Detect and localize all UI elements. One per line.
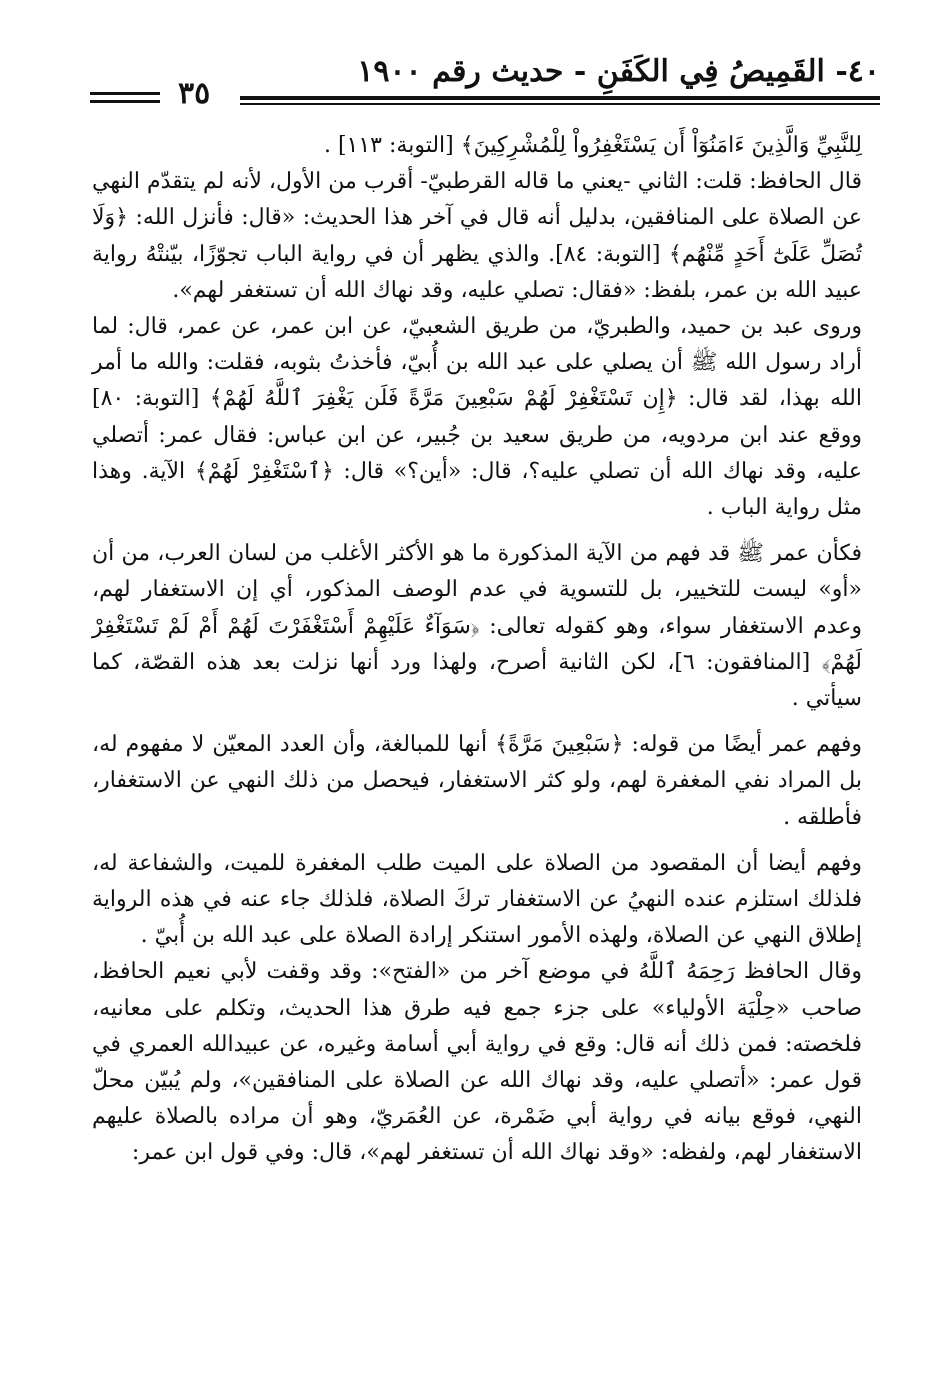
page-header — [90, 50, 880, 111]
paragraph: لِلنَّبِيِّ وَالَّذِينَ ءَامَنُوٓاْ أَن يَسْتَغْفِرُواْ لِلْمُشْرِكِينَ﴾ [التوبة: ١١٣] . — [323, 133, 862, 158]
header-rule-left — [90, 92, 160, 108]
paragraph: فكأن عمر ﷺ قد فهم من الآية المذكورة ما هو الأكثر الأغلب من لسان العرب، من أن «أو» ليست للتخيير، بل للتسوية في عدم الوصف المذكور، أي إن الاستغفار لهم، وعدم الاستغفار سواء، وهو كقوله تعالى: ﴿سَوَآءٌ عَلَيْهِمْ أَسْتَغْفَرْتَ لَهُمْ أَمْ لَمْ تَسْتَغْفِرْ لَهُمْ﴾ [المنافقون: ٦]، لكن الثانية أصرح، ولهذا ورد أنها نزلت بعد هذه القصّة، كما سيأتي . — [92, 541, 862, 712]
chapter-title: ٤٠- القَمِيصُ فِي الكَفَنِ - حديث رقم ١٩٠٠ — [357, 54, 880, 89]
page-body — [92, 128, 862, 1172]
page-number: ٣٥ — [178, 76, 211, 111]
paragraph: قال الحافظ: قلت: الثاني -يعني ما قاله القرطبيّ- أقرب من الأول، لأنه لم يتقدّم النهي عن الصلاة على المنافقين، بدليل أنه قال في آخر هذا الحديث: «قال: فأنزل الله: ﴿وَلَا تُصَلِّ عَلَىٰٓ أَحَدٍ مِّنْهُم﴾ [التوبة: ٨٤]. والذي يظهر أن في رواية الباب تجوّزًا، بيّنتْهُ رواية عبيد الله بن عمر، بلفظ: «فقال: تصلي عليه، وقد نهاك الله أن تستغفر لهم». — [92, 169, 862, 303]
paragraph: وفهم أيضا أن المقصود من الصلاة على الميت طلب المغفرة للميت، والشفاعة له، فلذلك استلزم عنده النهيُ عن الاستغفار تركَ الصلاة، فلذلك جاء عنه في هذه الرواية إطلاق النهي عن الصلاة، ولهذه الأمور استنكر إرادة الصلاة على عبد الله بن أُبيّ . — [92, 850, 862, 949]
paragraph: وقال الحافظ رَحِمَهُ ٱللَّهُ في موضع آخر من «الفتح»: وقد وقفت لأبي نعيم الحافظ، صاحب «حِلْيَة الأولياء» على جزء جمع فيه طرق هذا الحديث، وتكلم على معانيه، فلخصته: فمن ذلك أنه قال: وقع في رواية أبي أسامة وغيره، عن عبيدالله العمري في قول عمر: «أتصلي عليه، وقد نهاك الله عن الصلاة على المنافقين»، ولم يُبيّن محلّ النهي، فوقع بيانه في رواية أبي ضَمْرة، عن العُمَريّ، وهو أن مراده بالصلاة عليهم الاستغفار لهم، ولفظه: «وقد نهاك الله أن تستغفر لهم»، قال: وفي قول ابن عمر: — [92, 959, 862, 1166]
paragraph: وفهم عمر أيضًا من قوله: ﴿سَبْعِينَ مَرَّةً﴾ أنها للمبالغة، وأن العدد المعيّن لا مفهوم له، بل المراد نفي المغفرة لهم، ولو كثر الاستغفار، فيحصل من ذلك النهي عن الاستغفار، فأطلقه . — [92, 732, 862, 830]
paragraph: وروى عبد بن حميد، والطبريّ، من طريق الشعبيّ، عن ابن عمر، عن عمر، قال: لما أراد رسول الله ﷺ أن يصلي على عبد الله بن أُبيّ، فأخذتُ بثوبه، فقلت: والله ما أمر الله بهذا، لقد قال: ﴿إِن تَسْتَغْفِرْ لَهُمْ سَبْعِينَ مَرَّةً فَلَن يَغْفِرَ ٱللَّهُ لَهُمْ﴾ [التوبة: ٨٠] ووقع عند ابن مردويه، من طريق سعيد بن جُبير، عن ابن عباس: فقال عمر: أتصلي عليه، وقد نهاك الله أن تصلي عليه؟، قال: «أين؟» قال: ﴿ٱسْتَغْفِرْ لَهُمْ﴾ الآية. وهذا مثل رواية الباب . — [92, 314, 862, 521]
header-rule-thin — [240, 103, 880, 105]
header-rule-thick — [240, 96, 880, 100]
